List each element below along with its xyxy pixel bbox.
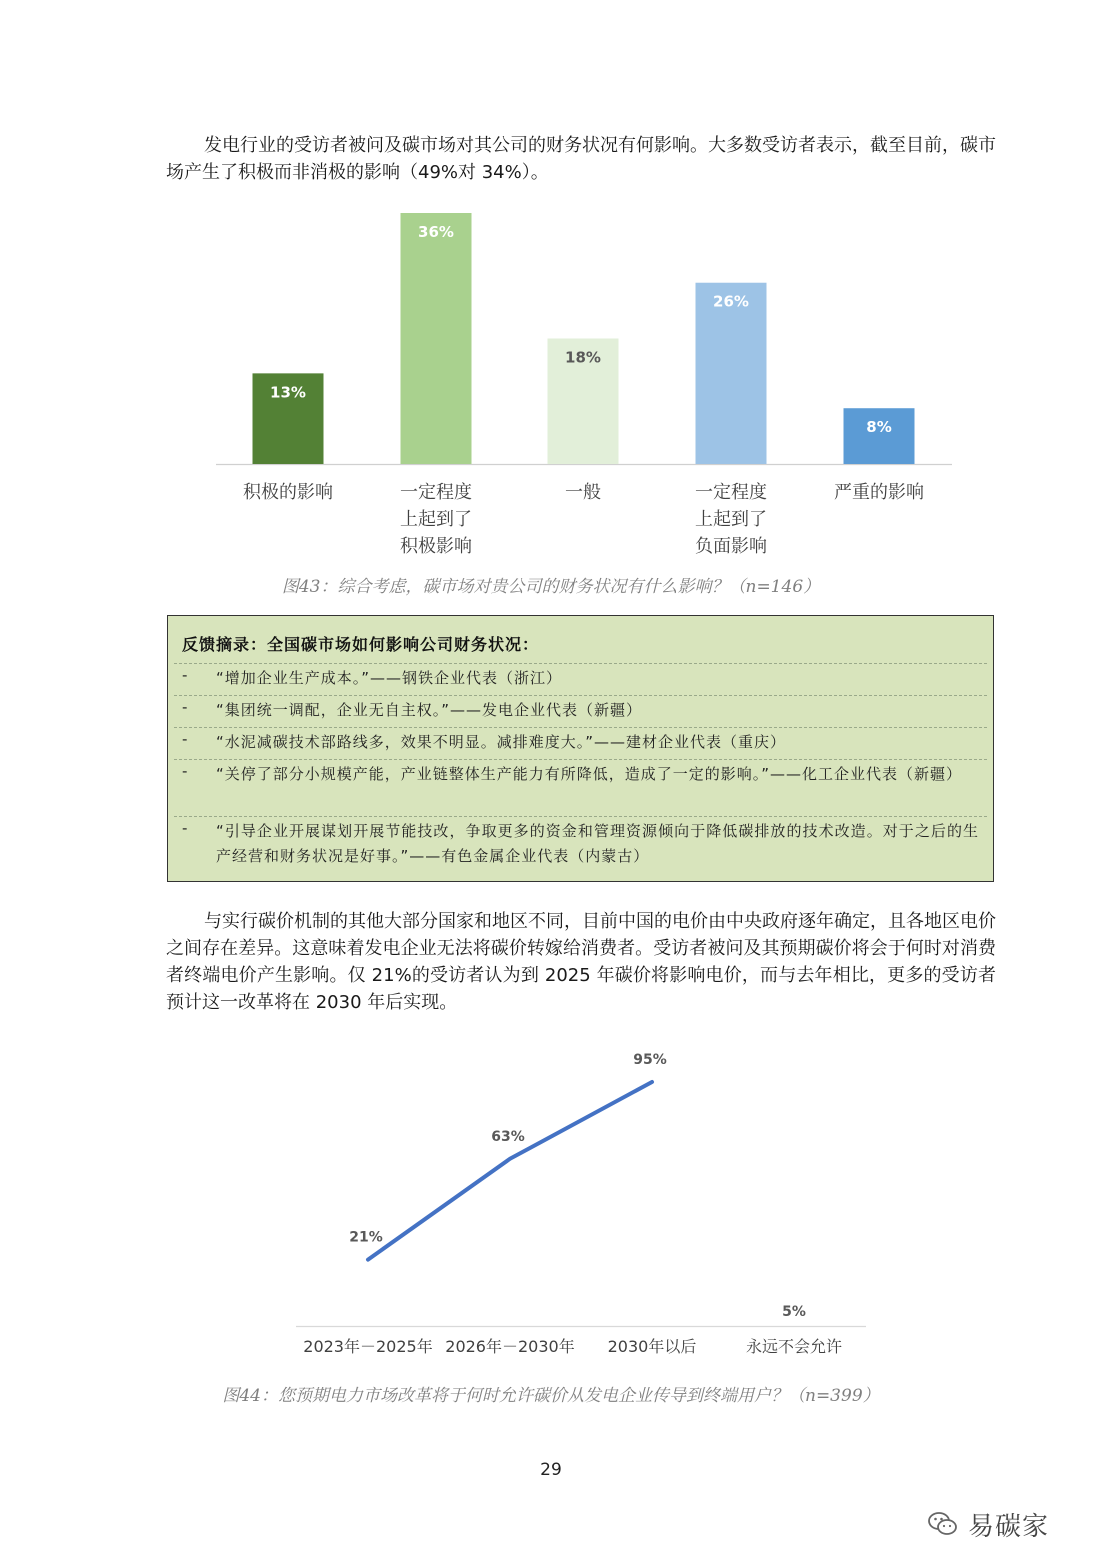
bullet-dash: - [182,819,189,837]
bar-value-label: 13% [270,383,306,402]
figure-44-line-chart [0,1010,1102,1370]
watermark [928,1502,1049,1546]
feedback-quote-5 [182,819,979,869]
category-label: 积极影响 [400,536,472,557]
category-label: 积极的影响 [243,482,333,503]
feedback-divider [174,663,987,664]
feedback-quote-3 [182,730,979,755]
bullet-dash: - [182,666,189,684]
quote-text: “引导企业开展谋划开展节能技改，争取更多的资金和管理资源倾向于降低碳排放的技术改造。对于之后的生产经营和财务状况是好事。”——有色金属企业代表（内蒙古） [216,822,979,865]
point-value-label: 95% [633,1052,667,1068]
quote-text: “关停了部分小规模产能，产业链整体生产能力有所降低，造成了一定的影响。”——化工企业代表（新疆） [216,765,963,783]
quote-text: “水泥减碳技术部路线多，效果不明显。减排难度大。”——建材企业代表（重庆） [216,733,787,751]
bullet-dash: - [182,762,189,780]
feedback-divider [174,759,987,760]
bar-value-label: 8% [866,418,892,437]
paragraph-electricity-price-text: 与实行碳价机制的其他大部分国家和地区不同，目前中国的电价由中央政府逐年确定，且各地区电价之间存在差异。这意味着发电企业无法将碳价转嫁给消费者。受访者被问及其预期碳价将会于何时对消费者终端电价产生影响。仅 21%的受访者认为到 2025 年碳价将影响电价，而与去年相比，更多的受访者预计这一改革将在 2030 年后实现。 [166,911,996,1013]
category-label: 2026年－2030年 [445,1337,575,1356]
bullet-dash: - [182,698,189,716]
figure-43-bar-chart [0,0,1102,570]
category-label: 2030年以后 [607,1337,697,1356]
quote-text: “增加企业生产成本。”——钢铁企业代表（浙江） [216,669,563,687]
feedback-divider [174,727,987,728]
bullet-dash: - [182,730,189,748]
paragraph-electricity-price [166,908,996,1016]
category-label: 上起到了 [695,509,767,530]
feedback-box [167,615,994,882]
category-label: 负面影响 [695,536,767,557]
bar-2 [401,213,472,464]
standalone-value-label: 5% [782,1304,806,1320]
feedback-quote-1 [182,666,979,691]
watermark-text: 易碳家 [968,1511,1050,1542]
figure-44-caption: 图44：您预期电力市场改革将于何时允许碳价从发电企业传导到终端用户？（n=399） [222,1386,880,1406]
category-label: 严重的影响 [834,482,924,503]
point-value-label: 63% [491,1128,525,1145]
category-label: 一般 [565,482,601,503]
bar-value-label: 26% [713,292,749,311]
feedback-box-title: 反馈摘录：全国碳市场如何影响公司财务状况： [182,635,540,654]
quote-text: “集团统一调配，企业无自主权。”——发电企业代表（新疆） [216,701,643,719]
category-label: 一定程度 [400,482,472,503]
feedback-divider [174,816,987,817]
page-number: 29 [540,1460,562,1480]
category-label: 2023年－2025年 [303,1337,433,1356]
category-label: 永远不会允许 [745,1337,843,1356]
feedback-quote-2 [182,698,979,723]
category-label: 一定程度 [695,482,767,503]
figure-43-caption: 图43：综合考虑，碳市场对贵公司的财务状况有什么影响？（n=146） [281,577,821,597]
point-value-label: 21% [349,1229,383,1246]
series-line [368,1082,652,1260]
wechat-icon [928,1511,958,1537]
category-label: 上起到了 [400,509,472,530]
bar-value-label: 36% [418,223,454,241]
paragraph-intro-text: 发电行业的受访者被问及碳市场对其公司的财务状况有何影响。大多数受访者表示，截至目前，碳市场产生了积极而非消极的影响（49%对 34%）。 [166,135,996,183]
bar-value-label: 18% [565,348,601,367]
feedback-quote-4 [182,762,979,787]
feedback-divider [174,695,987,696]
